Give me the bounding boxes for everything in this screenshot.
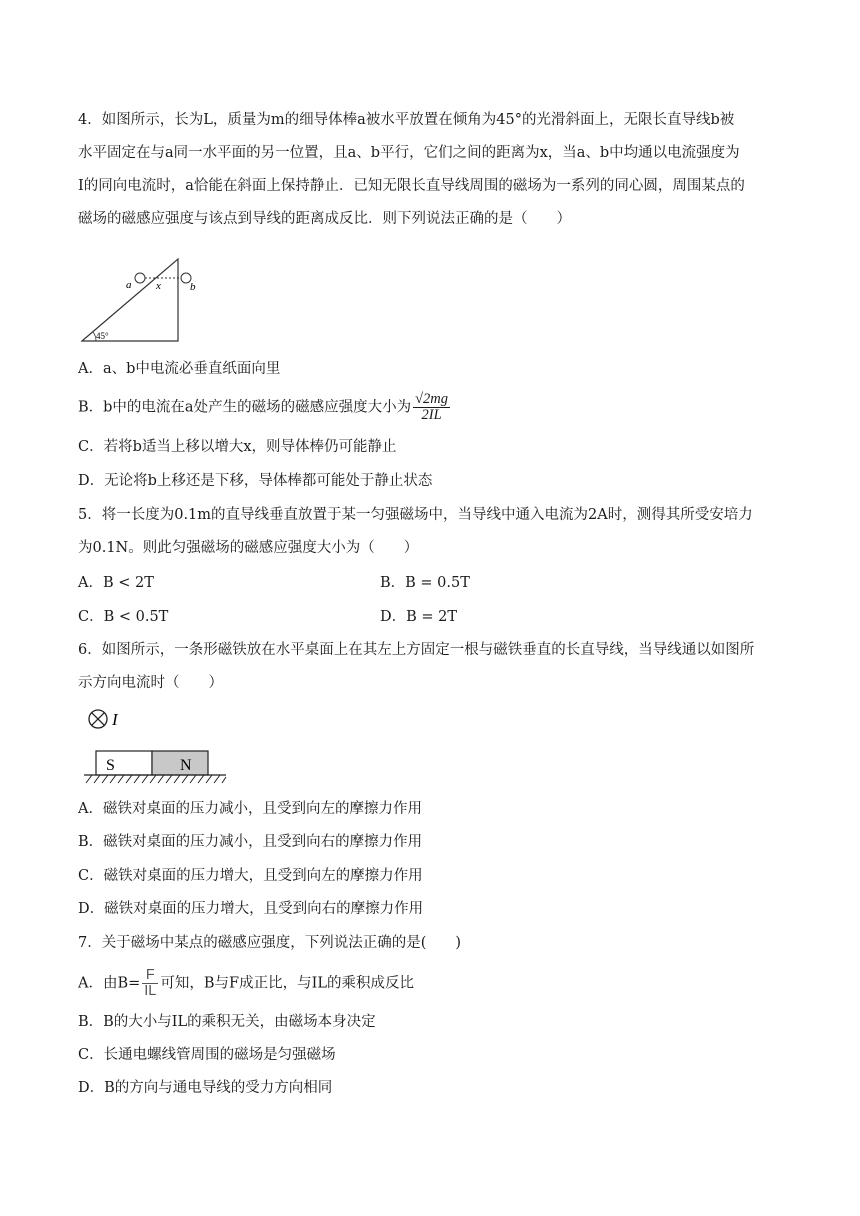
q4-stem-line-2: 水平固定在与a同一水平面的另一位置，且a、b平行，它们之间的距离为x，当a、b中均通以电流强度为	[78, 145, 740, 161]
label-a: a	[126, 279, 132, 291]
label-x: x	[156, 280, 161, 292]
q7-option-a-prefix: A．由B=	[78, 975, 141, 992]
fraction-denominator: IL	[144, 983, 157, 999]
q6-stem-line-2: 示方向电流时（ ）	[78, 675, 223, 691]
q6-option-c: C．磁铁对桌面的压力增大，且受到向左的摩擦力作用	[78, 868, 423, 884]
q4-option-b	[78, 392, 452, 423]
q5-option-d: D．B = 2T	[380, 609, 458, 625]
q4-option-a: A．a、b中电流必垂直纸面向里	[78, 361, 281, 377]
q4-option-c: C．若将b适当上移以增大x，则导体棒仍可能静止	[78, 439, 397, 455]
q7-option-a	[78, 968, 414, 999]
q4-incline-figure	[78, 255, 208, 347]
q4-stem-line-4: 磁场的磁感应强度与该点到导线的距离成反比．则下列说法正确的是（ ）	[78, 211, 571, 227]
q7-option-b: B．B的大小与IL的乘积无关，由磁场本身决定	[78, 1014, 376, 1030]
q5-option-c: C．B < 0.5T	[78, 609, 169, 625]
current-into-page-icon	[89, 710, 107, 728]
q5-stem-line-1: 5．将一长度为0.1m的直导线垂直放置于某一匀强磁场中，当导线中通入电流为2A时，测得其所受安培力	[78, 507, 753, 523]
q5-option-a: A．B < 2T	[78, 575, 154, 591]
fraction-numerator: F	[142, 968, 158, 984]
q5-option-b: B．B = 0.5T	[380, 575, 470, 591]
fraction-denominator: 2IL	[421, 407, 442, 423]
magnet-s-pole	[96, 751, 152, 775]
q4-stem-line-3: I的同向电流时，a恰能在斜面上保持静止．已知无限长直导线周围的磁场为一系列的同心圆，周围某点的	[78, 178, 745, 194]
q7-option-a-fraction	[142, 968, 158, 999]
fraction-numerator: √2mg	[415, 391, 449, 407]
q7-option-c: C．长通电螺线管周围的磁场是匀强磁场	[78, 1047, 336, 1063]
q7-option-a-suffix: 可知，B与F成正比，与IL的乘积成反比	[160, 975, 414, 992]
pole-n-label: N	[180, 757, 192, 774]
q4-option-d: D．无论将b上移还是下移，导体棒都可能处于静止状态	[78, 473, 433, 489]
q4-stem-line-1: 4．如图所示，长为L，质量为m的细导体棒a被水平放置在倾角为45°的光滑斜面上，无限长直导线b被	[78, 112, 735, 128]
q4-option-b-text: B．b中的电流在a处产生的磁场的磁感应强度大小为	[78, 399, 412, 416]
label-b: b	[190, 281, 196, 293]
q4-option-b-fraction	[413, 392, 450, 423]
conductor-a-icon	[135, 273, 145, 283]
label-angle: 45°	[96, 331, 109, 341]
current-label: I	[112, 710, 118, 729]
q7-stem: 7．关于磁场中某点的磁感应强度，下列说法正确的是( )	[78, 935, 462, 951]
q6-option-a: A．磁铁对桌面的压力减小，且受到向左的摩擦力作用	[78, 801, 422, 817]
q6-option-d: D．磁铁对桌面的压力增大，且受到向右的摩擦力作用	[78, 901, 424, 917]
q5-stem-line-2: 为0.1N。则此匀强磁场的磁感应强度大小为（ ）	[78, 540, 419, 556]
q6-option-b: B．磁铁对桌面的压力减小，且受到向右的摩擦力作用	[78, 834, 423, 850]
q6-stem-line-1: 6．如图所示，一条形磁铁放在水平桌面上在其左上方固定一根与磁铁垂直的长直导线，当导线通以如图所	[78, 642, 755, 658]
q6-magnet-figure	[84, 704, 229, 786]
pole-s-label: S	[106, 757, 115, 774]
q7-option-d: D．B的方向与通电导线的受力方向相同	[78, 1080, 333, 1096]
